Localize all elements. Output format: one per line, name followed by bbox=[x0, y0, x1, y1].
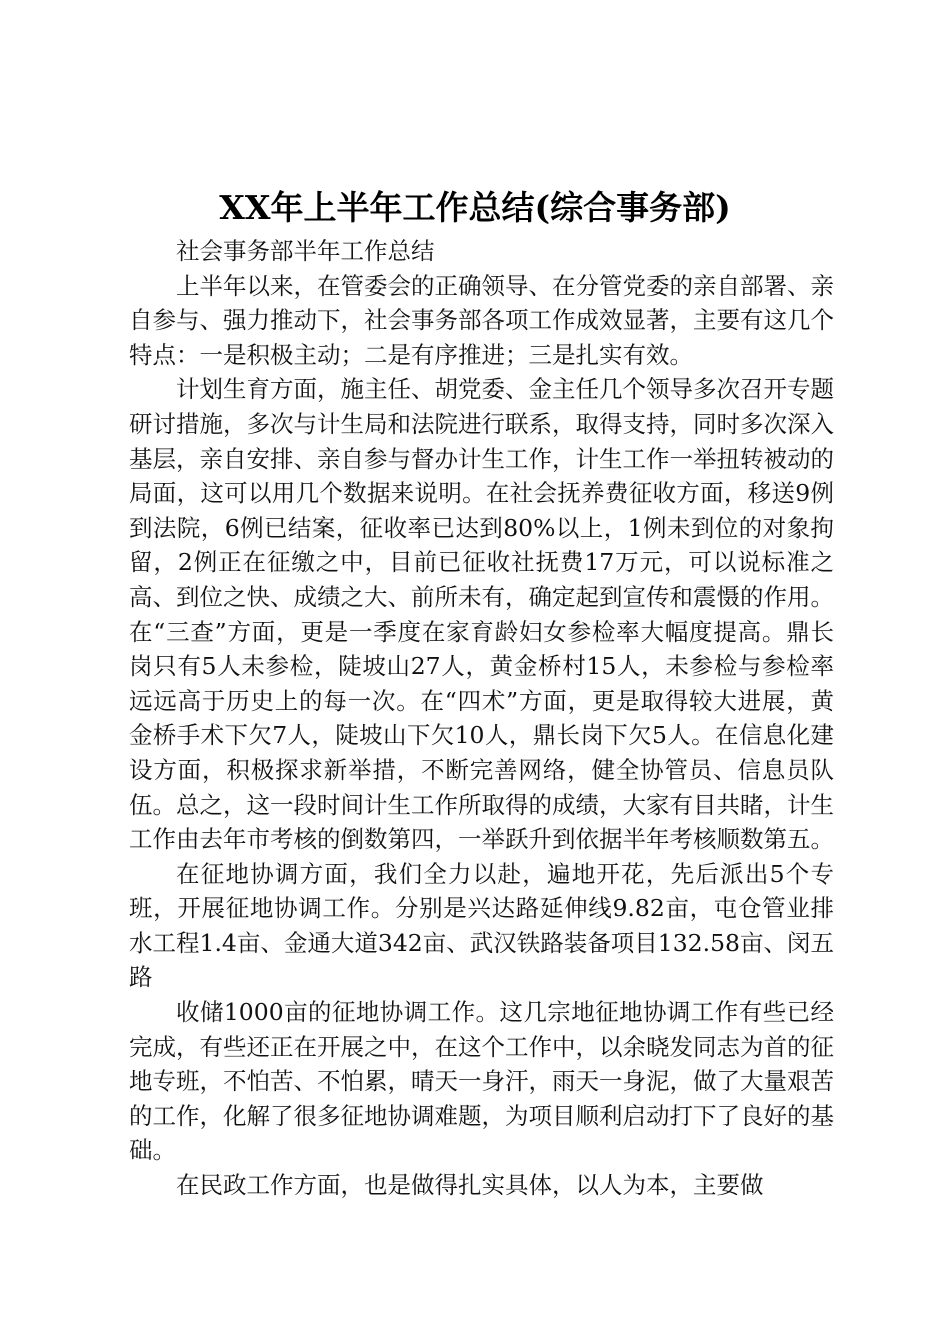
document-body bbox=[129, 234, 834, 1203]
paragraph-civil-affairs: 在民政工作方面，也是做得扎实具体，以人为本，主要做 bbox=[176, 1171, 764, 1200]
document-title: XX年上半年工作总结(综合事务部) bbox=[219, 188, 731, 227]
document-subtitle: 社会事务部半年工作总结 bbox=[176, 237, 435, 265]
paragraph-intro: 上半年以来，在管委会的正确领导、在分管党委的亲自部署、亲自参与、强力推动下，社会事务部各项工作成效显著，主要有这几个特点：一是积极主动；二是有序推进；三是扎实有效。 bbox=[129, 271, 834, 369]
paragraph-family-planning: 计划生育方面，施主任、胡党委、金主任几个领导多次召开专题研讨措施，多次与计生局和法院进行联系，取得支持，同时多次深入基层，亲自安排、亲自参与督办计生工作，计生工作一举扭转被动的局面，这可以用几个数据来说明。在社会抚养费征收方面，移送9例到法院，6例已结案，征收率已达到80%以上，1例未到位的对象拘留，2例正在征缴之中，目前已征收社抚费17万元，可以说标准之高、到位之快、成绩之大、前所未有，确定起到宣传和震慑的作用。在“三查”方面，更是一季度在家育龄妇女参检率大幅度提高。鼎长岗只有5人未参检，陡坡山27人，黄金桥村15人，未参检与参检率远远高于历史上的每一次。在“四术”方面，更是取得较大进展，黄金桥手术下欠7人，陡坡山下欠10人，鼎长岗下欠5人。在信息化建设方面，积极探求新举措，不断完善网络，健全协管员、信息员队伍。总之，这一段时间计生工作所取得的成绩，大家有目共睹，计生工作由去年市考核的倒数第四，一举跃升到依据半年考核顺数第五。 bbox=[129, 375, 834, 854]
paragraph-land-storage: 收储1000亩的征地协调工作。这几宗地征地协调工作有些已经完成，有些还正在开展之中，在这个工作中，以余晓发同志为首的征地专班，不怕苦、不怕累，晴天一身汗，雨天一身泥，做了大量艰苦的工作，化解了很多征地协调难题，为项目顺利启动打下了良好的基础。 bbox=[129, 998, 834, 1165]
paragraph-land-coordination: 在征地协调方面，我们全力以赴，遍地开花，先后派出5个专班，开展征地协调工作。分别是兴达路延伸线9.82亩，屯仓管业排水工程1.4亩、金通大道342亩、武汉铁路装备项目132.58亩、闵五路 bbox=[129, 859, 834, 992]
